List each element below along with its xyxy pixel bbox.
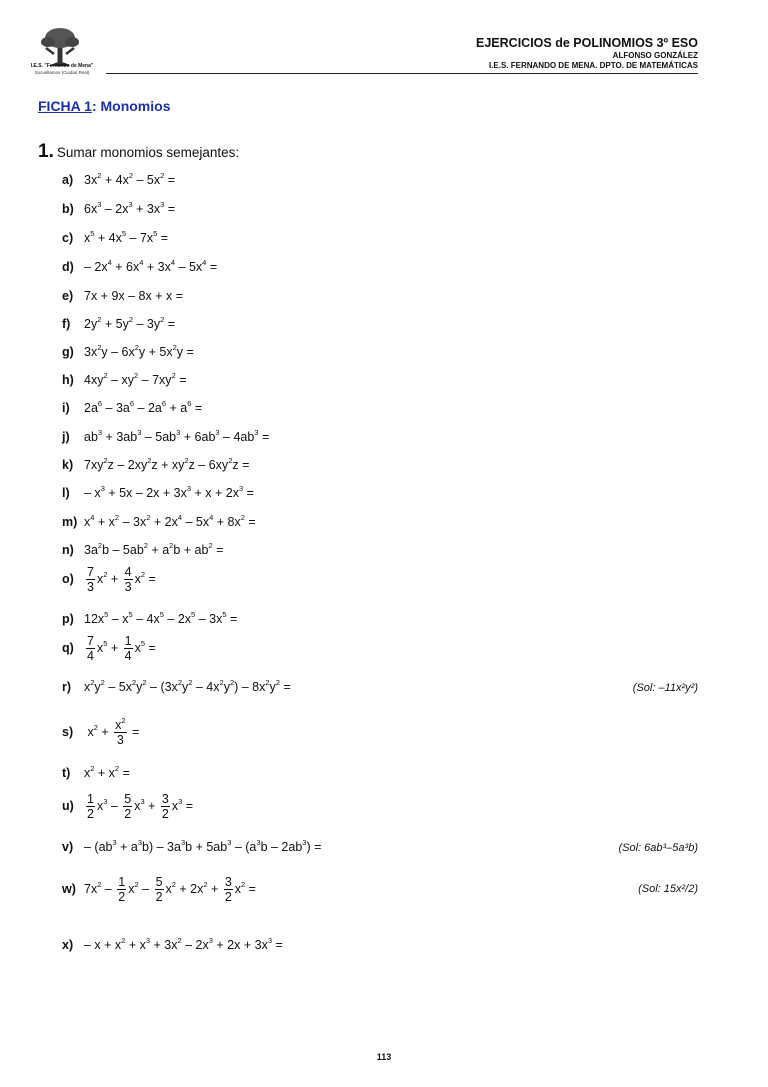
exercise-label: j) xyxy=(62,430,70,444)
exercise-d: $d) - 2x^4 + 6x^4 + 3x^4 - 5x^4$ = xyxy=(62,258,218,274)
exercise-label: l) xyxy=(62,486,70,500)
fraction: $\frac{1}{4}$ xyxy=(124,634,132,663)
logo-caption: I.E.S. "Fernando de Mena" xyxy=(30,63,94,69)
exercise-label: a) xyxy=(62,173,74,187)
solution-r: (Sol: –11x²y²) xyxy=(632,682,698,694)
exercise-label: s) xyxy=(62,724,74,739)
exercise-n: n) $3a^2b - 5ab^2 + a^2b + ab^2$ = xyxy=(62,541,224,557)
exercise-t: t) $x^2 + x^2$ = xyxy=(62,764,130,780)
exercise-label: k) xyxy=(62,458,74,472)
exercise-label: i) xyxy=(62,401,70,415)
exercise-label: m) xyxy=(62,515,78,529)
section-title xyxy=(38,98,170,114)
exercise-label: v) xyxy=(62,840,74,854)
exercise-label: o) xyxy=(62,571,74,586)
exercise-j: j) $ab^3 + 3ab^3 - 5ab^3 + 6ab^3 - 4ab^3$ = xyxy=(62,428,270,444)
logo-subcaption: Socuéllamos (Ciudad Real) xyxy=(34,70,90,75)
exercise-label: g) xyxy=(62,345,74,359)
exercise-a: a) $3x^2 + 4x^2 - 5x^2$ = xyxy=(62,171,176,187)
exercise-f: f) $2y^2 + 5y^2 - 3y^2$ = xyxy=(62,315,176,331)
fraction: $\frac{1}{2}$ xyxy=(87,792,94,821)
exercise-label: t) xyxy=(62,766,71,780)
fraction: $\frac{5}{2}$ xyxy=(124,792,132,821)
exercise-label: d) xyxy=(62,260,74,274)
author-name: ALFONSO GONZÁLEZ xyxy=(612,51,698,60)
exercise-m: m) $x^4 + x^2 - 3x^2 + 2x^4 - 5x^4 + 8x^2$ = xyxy=(62,513,256,529)
exercise-label: q) xyxy=(62,640,74,655)
exercise-q: q) $\frac{7}{4}$ $x^5$ + $\frac{1}{4}$ $x^5$ = xyxy=(62,634,156,663)
exercise-l: $l) - x^3 + 5x - 2x + 3x^3 + x + 2x^3$ = xyxy=(62,484,254,500)
exercise-g: g) $3x^2y - 6x^2y + 5x^2y$ = xyxy=(62,343,194,359)
exercise-label: p) xyxy=(62,612,74,626)
exercise-e: e) 7x + 9x – 8x + x = xyxy=(62,289,184,303)
exercise-label: e) xyxy=(62,289,74,303)
exercise-c: c) $x^5 + 4x^5 - 7x^5$ = xyxy=(62,229,169,245)
section-label: FICHA 1 xyxy=(38,98,92,114)
solution-w: (Sol: 15x²/2) xyxy=(638,883,698,895)
document-title: EJERCICIOS de POLINOMIOS 3º ESO xyxy=(476,36,698,50)
exercise-x: $x) - x + x^2 + x^3 + 3x^2 - 2x^3 + 2x + 3x^3$ = xyxy=(62,936,283,952)
exercise-b: b) $6x^3 - 2x^3 + 3x^3$ = xyxy=(62,200,176,216)
exercise-label: n) xyxy=(62,543,74,557)
exercise-w: w) $7x^2$ – $\frac{1}{2}$ $x^2$ – $\frac{5}{2}$ $x^2 + 2x^2$ + $\frac{3}{2}$ $x^2$ = xyxy=(62,875,256,904)
page-number: 113 xyxy=(376,1052,392,1062)
exercise-i: i) $2a^6 - 3a^6 - 2a^6 + a^6$ = xyxy=(62,399,203,415)
school-department: I.E.S. FERNANDO DE MENA. DPTO. DE MATEMÁTICAS xyxy=(488,61,698,70)
exercise-v: $v) - (ab^3 + a^3b) - 3a^3b + 5ab^3 - (a^3b - 2ab^3)$ = xyxy=(62,838,322,854)
exercise-r: r) $x^2y^2 - 5x^2y^2 - (3x^2y^2 - 4x^2y^2) - 8x^2y^2$ = xyxy=(62,678,291,694)
exercise-label: h) xyxy=(62,373,74,387)
exercise-label: u) xyxy=(62,798,74,813)
exercise-p: p) $12x^5 - x^5 - 4x^5 - 2x^5 - 3x^5$ = xyxy=(62,610,238,626)
question-heading xyxy=(38,141,239,163)
exercise-o: o) $\frac{7}{3}$ $x^2$ + $\frac{4}{3}$ $x^2$ = xyxy=(62,565,156,594)
fraction: $\frac{4}{3}$ xyxy=(124,565,132,594)
question-text: Sumar monomios semejantes: xyxy=(56,145,240,160)
exercise-s: s) $x^2$ + $\frac{x^2}{3}$ = xyxy=(62,716,140,747)
header-divider xyxy=(106,73,698,74)
fraction: $\frac{7}{4}$ xyxy=(87,634,94,663)
exercise-label: r) xyxy=(62,680,72,694)
exercise-label: b) xyxy=(62,202,74,216)
solution-v: (Sol: 6ab³–5a³b) xyxy=(618,842,698,854)
fraction: $\frac{x^2}{3}$ xyxy=(115,716,126,747)
exercise-h: h) $4xy^2 - xy^2 - 7xy^2$ = xyxy=(62,371,187,387)
exercise-u: u) $\frac{1}{2}$ $x^3$ – $\frac{5}{2}$ $x^3$ + $\frac{3}{2}$ $x^3$ = xyxy=(62,792,194,821)
fraction: $\frac{7}{3}$ xyxy=(87,565,94,594)
exercise-label: c) xyxy=(62,231,74,245)
section-name: : Monomios xyxy=(91,98,171,114)
question-number: 1. xyxy=(38,141,54,162)
exercise-label: w) xyxy=(62,881,76,896)
fraction: $\frac{5}{2}$ xyxy=(155,875,163,904)
exercise-k: k) $7xy^2z - 2xy^2z + xy^2z - 6xy^2z$ = xyxy=(62,456,250,472)
fraction: $\frac{3}{2}$ xyxy=(161,792,169,821)
fraction: $\frac{3}{2}$ xyxy=(224,875,232,904)
exercise-label: x) xyxy=(62,938,74,952)
fraction: $\frac{1}{2}$ xyxy=(118,875,126,904)
exercise-label: f) xyxy=(62,317,71,331)
